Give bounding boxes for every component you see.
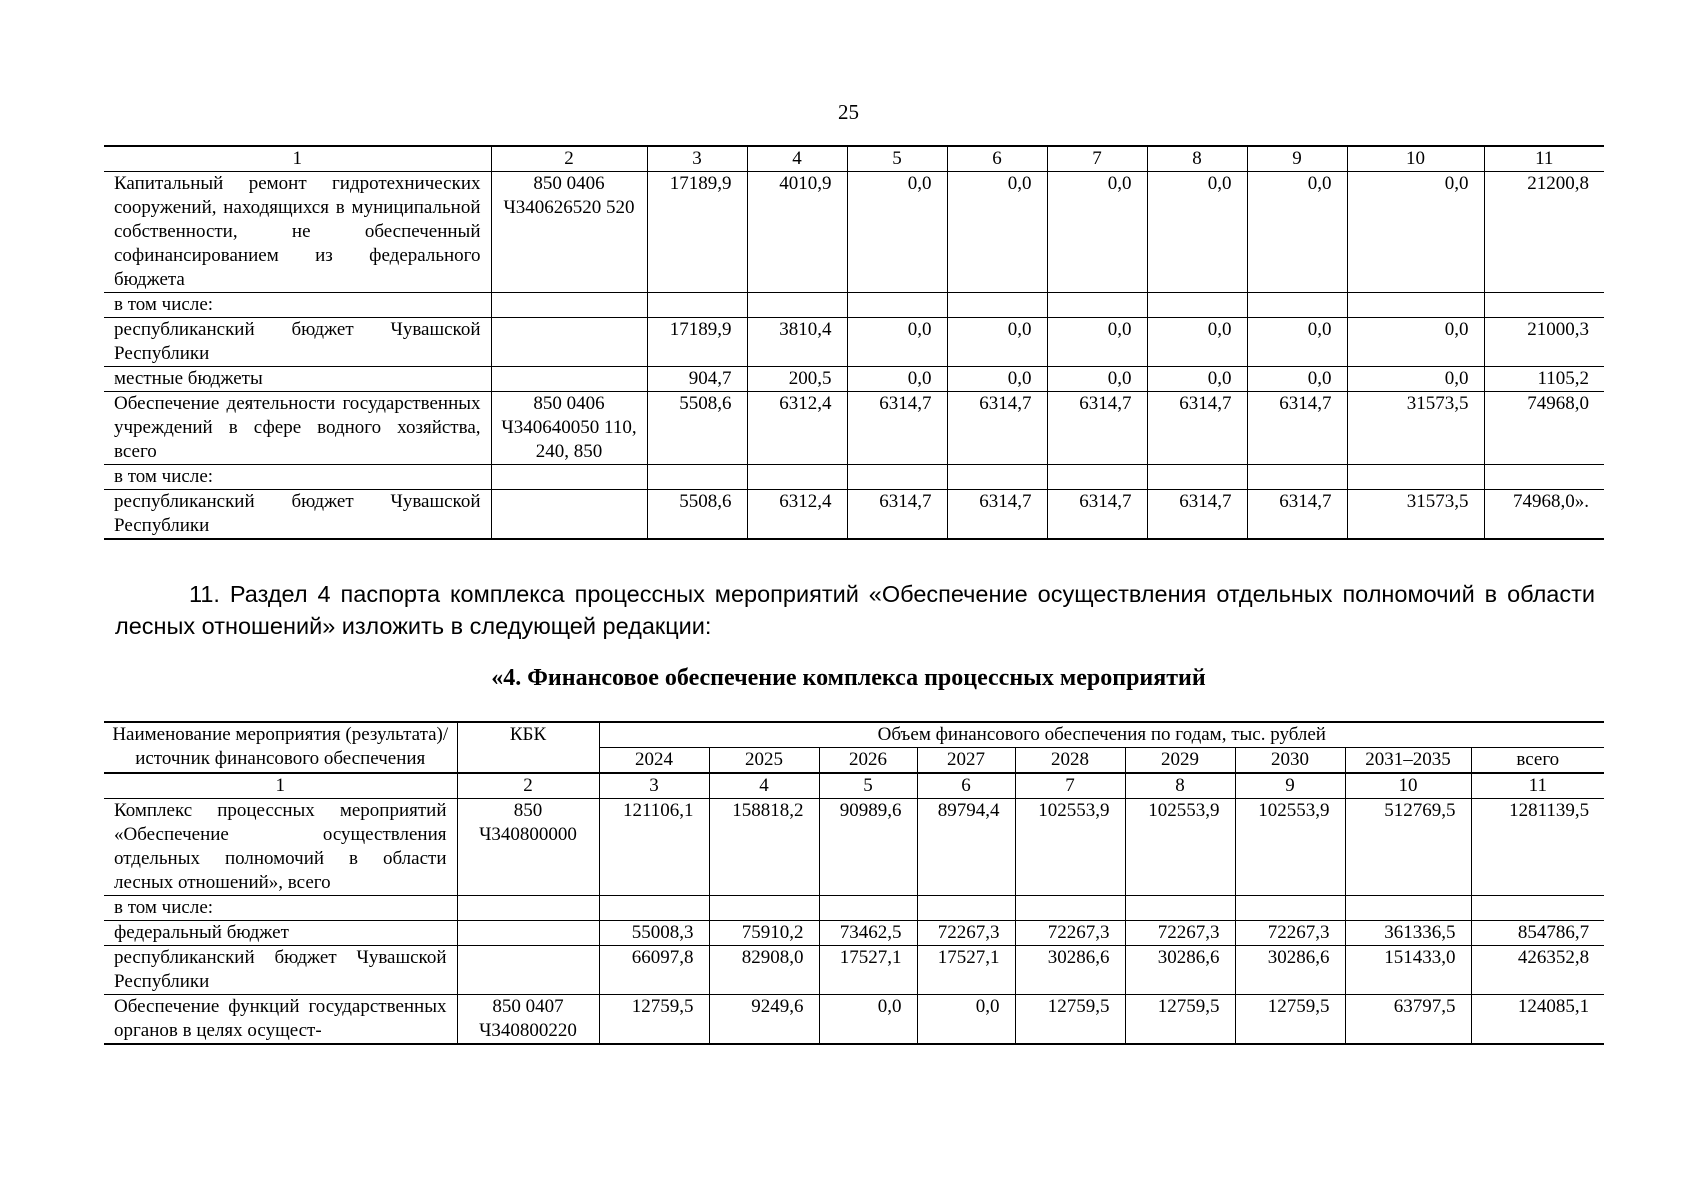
column-number: 9	[1247, 146, 1347, 172]
row-value: 72267,3	[1125, 921, 1235, 946]
row-value: 63797,5	[1345, 995, 1471, 1045]
row-value: 66097,8	[599, 946, 709, 995]
row-value: 12759,5	[599, 995, 709, 1045]
row-value: 3810,4	[747, 318, 847, 367]
row-value: 6314,7	[1247, 490, 1347, 540]
row-value: 73462,5	[819, 921, 917, 946]
row-value: 904,7	[647, 367, 747, 392]
header-kbk: КБК	[457, 722, 599, 773]
row-value: 0,0	[1247, 172, 1347, 293]
row-value: 6314,7	[1047, 392, 1147, 465]
row-kbk	[491, 318, 647, 367]
row-value: 12759,5	[1235, 995, 1345, 1045]
row-value	[1345, 896, 1471, 921]
header-year: 2024	[599, 748, 709, 774]
column-number: 7	[1047, 146, 1147, 172]
row-value: 102553,9	[1125, 799, 1235, 896]
row-value: 0,0	[847, 172, 947, 293]
row-value: 74968,0	[1484, 392, 1604, 465]
row-value: 0,0	[1147, 367, 1247, 392]
table-row	[104, 490, 1604, 540]
row-value: 21200,8	[1484, 172, 1604, 293]
row-kbk: 850 0406 Ч340640050 110, 240, 850	[491, 392, 647, 465]
table-row	[104, 946, 1604, 995]
column-number: 5	[847, 146, 947, 172]
row-name: в том числе:	[104, 293, 491, 318]
row-kbk	[491, 367, 647, 392]
row-value: 102553,9	[1235, 799, 1345, 896]
row-value: 75910,2	[709, 921, 819, 946]
row-kbk	[491, 490, 647, 540]
row-value: 0,0	[1247, 318, 1347, 367]
table-row	[104, 392, 1604, 465]
row-kbk: 850 Ч340800000	[457, 799, 599, 896]
row-value	[747, 293, 847, 318]
column-number: 8	[1125, 773, 1235, 799]
header-year: 2026	[819, 748, 917, 774]
table-row	[104, 172, 1604, 293]
header-year: 2029	[1125, 748, 1235, 774]
header-year: 2025	[709, 748, 819, 774]
row-value: 6314,7	[847, 392, 947, 465]
amendment-paragraph: 11. Раздел 4 паспорта комплекса процессных мероприятий «Обеспечение осуществления отдельных полномочий в области лесных отношений» изложить в следующей редакции:	[115, 581, 1595, 639]
row-value	[847, 293, 947, 318]
row-value: 6314,7	[947, 490, 1047, 540]
row-kbk: 850 0407 Ч340800220	[457, 995, 599, 1045]
row-value: 30286,6	[1235, 946, 1345, 995]
row-value: 158818,2	[709, 799, 819, 896]
row-kbk	[491, 293, 647, 318]
row-value: 151433,0	[1345, 946, 1471, 995]
column-number: 3	[599, 773, 709, 799]
row-value	[1235, 896, 1345, 921]
row-value	[709, 896, 819, 921]
row-kbk	[491, 465, 647, 490]
row-name: местные бюджеты	[104, 367, 491, 392]
row-value: 0,0	[819, 995, 917, 1045]
row-kbk: 850 0406 Ч340626520 520	[491, 172, 647, 293]
row-name: федеральный бюджет	[104, 921, 457, 946]
row-value: 0,0	[947, 172, 1047, 293]
row-name: Комплекс процессных мероприятий «Обеспечение осуществления отдельных полномочий в области лесных отношений», всего	[104, 799, 457, 896]
page-number: 25	[838, 100, 859, 124]
row-value	[747, 465, 847, 490]
column-number: 6	[947, 146, 1047, 172]
row-value: 17527,1	[819, 946, 917, 995]
table-row	[104, 293, 1604, 318]
row-value: 0,0	[1147, 318, 1247, 367]
column-number: 4	[709, 773, 819, 799]
row-value: 6314,7	[1247, 392, 1347, 465]
row-value: 6314,7	[947, 392, 1047, 465]
row-value: 200,5	[747, 367, 847, 392]
row-value: 0,0	[847, 367, 947, 392]
table-row	[104, 367, 1604, 392]
table-row	[104, 921, 1604, 946]
row-value: 55008,3	[599, 921, 709, 946]
row-value: 1105,2	[1484, 367, 1604, 392]
row-value	[947, 293, 1047, 318]
column-number: 11	[1484, 146, 1604, 172]
row-value	[1125, 896, 1235, 921]
row-name: республиканский бюджет Чувашской Республики	[104, 490, 491, 540]
column-number: 1	[104, 773, 457, 799]
row-value: 72267,3	[1015, 921, 1125, 946]
row-value: 102553,9	[1015, 799, 1125, 896]
row-name: республиканский бюджет Чувашской Республики	[104, 318, 491, 367]
header-name: Наименование мероприятия (результата)/источник финансового обеспечения	[104, 722, 457, 773]
row-value: 0,0	[947, 318, 1047, 367]
column-number: 10	[1347, 146, 1484, 172]
row-value: 17527,1	[917, 946, 1015, 995]
column-number: 11	[1471, 773, 1604, 799]
row-value: 121106,1	[599, 799, 709, 896]
row-value: 0,0	[847, 318, 947, 367]
column-number: 2	[457, 773, 599, 799]
row-value: 21000,3	[1484, 318, 1604, 367]
row-value: 512769,5	[1345, 799, 1471, 896]
column-number: 8	[1147, 146, 1247, 172]
row-value: 17189,9	[647, 318, 747, 367]
row-value: 89794,4	[917, 799, 1015, 896]
row-value: 6314,7	[1147, 392, 1247, 465]
row-value: 124085,1	[1471, 995, 1604, 1045]
row-value: 361336,5	[1345, 921, 1471, 946]
row-value: 12759,5	[1015, 995, 1125, 1045]
row-value	[847, 465, 947, 490]
row-value	[1247, 293, 1347, 318]
row-value: 72267,3	[1235, 921, 1345, 946]
row-value: 31573,5	[1347, 490, 1484, 540]
row-value	[1147, 465, 1247, 490]
row-value	[1147, 293, 1247, 318]
row-value	[1347, 293, 1484, 318]
row-value: 0,0	[1047, 172, 1147, 293]
row-value: 6314,7	[1047, 490, 1147, 540]
header-year: всего	[1471, 748, 1604, 774]
row-value: 0,0	[1347, 318, 1484, 367]
header-row	[104, 722, 1604, 748]
row-value: 17189,9	[647, 172, 747, 293]
column-number: 10	[1345, 773, 1471, 799]
financing-table	[104, 721, 1604, 1045]
row-value: 0,0	[947, 367, 1047, 392]
row-name: Обеспечение деятельности государственных учреждений в сфере водного хозяйства, всего	[104, 392, 491, 465]
row-name: республиканский бюджет Чувашской Республики	[104, 946, 457, 995]
header-volume: Объем финансового обеспечения по годам, тыс. рублей	[599, 722, 1604, 748]
column-number: 9	[1235, 773, 1345, 799]
table-row	[104, 995, 1604, 1045]
row-value: 9249,6	[709, 995, 819, 1045]
row-value: 854786,7	[1471, 921, 1604, 946]
row-value: 426352,8	[1471, 946, 1604, 995]
column-number: 3	[647, 146, 747, 172]
row-value: 90989,6	[819, 799, 917, 896]
table-row	[104, 896, 1604, 921]
row-name: Обеспечение функций государственных органов в целях осущест-	[104, 995, 457, 1045]
row-value: 0,0	[1047, 318, 1147, 367]
row-value	[1047, 465, 1147, 490]
financing-table-continued	[104, 145, 1604, 540]
column-number: 1	[104, 146, 491, 172]
row-value: 30286,6	[1015, 946, 1125, 995]
header-year: 2028	[1015, 748, 1125, 774]
row-name: Капитальный ремонт гидротехнических сооружений, находящихся в муниципальной собственности, не обеспеченный софинансированием из федерального бюджета	[104, 172, 491, 293]
row-kbk	[457, 946, 599, 995]
row-value	[647, 465, 747, 490]
row-value: 0,0	[917, 995, 1015, 1045]
row-value: 31573,5	[1347, 392, 1484, 465]
header-year: 2030	[1235, 748, 1345, 774]
column-number: 4	[747, 146, 847, 172]
row-value: 0,0	[1347, 172, 1484, 293]
row-value: 0,0	[1047, 367, 1147, 392]
row-value: 72267,3	[917, 921, 1015, 946]
row-value: 5508,6	[647, 490, 747, 540]
table-row	[104, 318, 1604, 367]
row-value	[1484, 465, 1604, 490]
column-number: 5	[819, 773, 917, 799]
row-value	[1347, 465, 1484, 490]
row-value: 12759,5	[1125, 995, 1235, 1045]
row-value: 6314,7	[847, 490, 947, 540]
row-value: 0,0	[1347, 367, 1484, 392]
row-value	[947, 465, 1047, 490]
row-value: 74968,0».	[1484, 490, 1604, 540]
row-value: 6314,7	[1147, 490, 1247, 540]
row-value	[1047, 293, 1147, 318]
column-number: 6	[917, 773, 1015, 799]
row-value	[1484, 293, 1604, 318]
table-row	[104, 465, 1604, 490]
row-value	[599, 896, 709, 921]
row-kbk	[457, 896, 599, 921]
section-heading: «4. Финансовое обеспечение комплекса процессных мероприятий	[491, 665, 1206, 691]
row-value: 6312,4	[747, 490, 847, 540]
table-row	[104, 799, 1604, 896]
row-value: 1281139,5	[1471, 799, 1604, 896]
column-number: 2	[491, 146, 647, 172]
row-value: 0,0	[1247, 367, 1347, 392]
row-value: 82908,0	[709, 946, 819, 995]
row-value: 30286,6	[1125, 946, 1235, 995]
row-value	[917, 896, 1015, 921]
row-value: 6312,4	[747, 392, 847, 465]
row-value	[819, 896, 917, 921]
header-year: 2027	[917, 748, 1015, 774]
row-name: в том числе:	[104, 896, 457, 921]
row-value	[647, 293, 747, 318]
row-kbk	[457, 921, 599, 946]
column-number-row	[104, 146, 1604, 172]
column-number: 7	[1015, 773, 1125, 799]
row-value: 4010,9	[747, 172, 847, 293]
row-value	[1015, 896, 1125, 921]
row-value	[1247, 465, 1347, 490]
column-number-row	[104, 773, 1604, 799]
header-year: 2031–2035	[1345, 748, 1471, 774]
row-name: в том числе:	[104, 465, 491, 490]
row-value: 0,0	[1147, 172, 1247, 293]
row-value	[1471, 896, 1604, 921]
row-value: 5508,6	[647, 392, 747, 465]
